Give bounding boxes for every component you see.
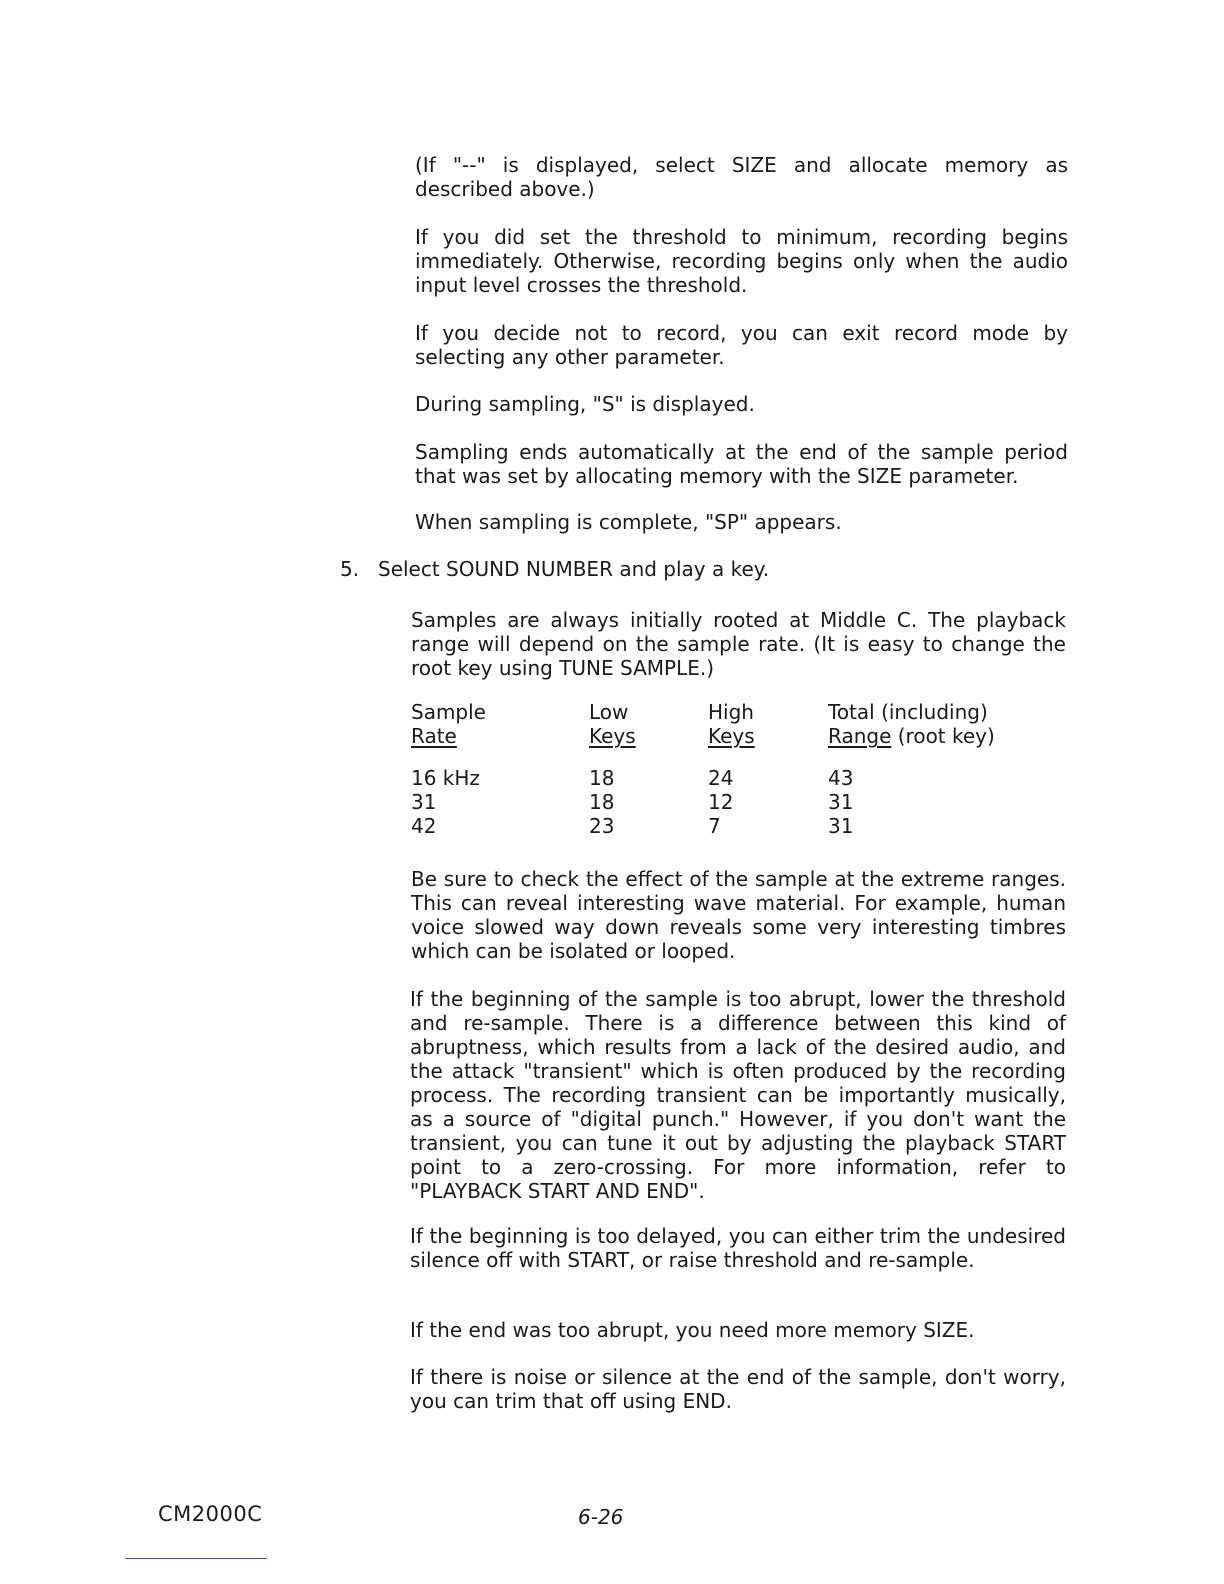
table-header-cell: Low xyxy=(589,700,629,724)
paragraph-noise-end: If there is noise or silence at the end of the sample, don't worry, you can trim that off using END. xyxy=(410,1365,1066,1413)
paragraph-threshold: If you did set the threshold to minimum, recording begins immediately. Otherwise, recording begins only when the audio input level crosses the threshold. xyxy=(415,225,1068,297)
table-row xyxy=(411,814,1071,838)
step-5 xyxy=(340,557,769,581)
step-text: Select SOUND NUMBER and play a key. xyxy=(378,557,770,581)
table-cell: 16 kHz xyxy=(411,766,480,790)
table-header-cell: High xyxy=(708,700,754,724)
paragraph-extreme-ranges: Be sure to check the effect of the sample at the extreme ranges. This can reveal interesting wave material. For example, human voice slowed way down reveals some very interesting timbres which can be isolated or looped. xyxy=(411,867,1066,963)
table-header-cell: Keys xyxy=(708,724,755,748)
table-header-row-2 xyxy=(411,724,1071,748)
table-cell: 18 xyxy=(589,766,615,790)
table-cell: 12 xyxy=(708,790,734,814)
table-header-row-1 xyxy=(411,700,1071,724)
table-cell: 23 xyxy=(589,814,615,838)
table-cell: 24 xyxy=(708,766,734,790)
table-cell: 31 xyxy=(411,790,437,814)
table-header-cell: Total (including) xyxy=(828,700,988,724)
table-cell: 7 xyxy=(708,814,721,838)
table-cell: 31 xyxy=(828,790,854,814)
table-row xyxy=(411,790,1071,814)
table-cell: 43 xyxy=(828,766,854,790)
paragraph-sampling-ends: Sampling ends automatically at the end of the sample period that was set by allocating memory with the SIZE parameter. xyxy=(415,440,1068,488)
table-header-cell: Rate xyxy=(411,724,457,748)
footer-model: CM2000C xyxy=(158,1502,263,1526)
paragraph-sampling-display: During sampling, "S" is displayed. xyxy=(415,392,755,416)
table-header-cell: Keys xyxy=(589,724,636,748)
paragraph-sampling-complete: When sampling is complete, "SP" appears. xyxy=(415,510,842,534)
paragraph-delayed-beginning: If the beginning is too delayed, you can either trim the undesired silence off with START, or raise threshold and re-sample. xyxy=(410,1224,1066,1272)
paragraph-root-key: Samples are always initially rooted at Middle C. The playback range will depend on the sample rate. (It is easy to change the root key using TUNE SAMPLE.) xyxy=(411,608,1066,680)
paragraph-exit-record: If you decide not to record, you can exit record mode by selecting any other parameter. xyxy=(415,321,1068,369)
sample-rate-table xyxy=(411,700,1071,838)
table-cell: 42 xyxy=(411,814,437,838)
table-header-cell: Sample xyxy=(411,700,486,724)
table-cell: 18 xyxy=(589,790,615,814)
table-row xyxy=(411,766,1071,790)
footer-rule xyxy=(125,1558,267,1559)
paragraph-abrupt-end: If the end was too abrupt, you need more memory SIZE. xyxy=(410,1318,975,1342)
step-number: 5. xyxy=(340,557,360,581)
table-header-cell: Range (root key) xyxy=(828,724,995,748)
footer-page-number: 6-26 xyxy=(578,1505,624,1529)
paragraph-size-note: (If "--" is displayed, select SIZE and allocate memory as described above.) xyxy=(415,153,1068,201)
table-cell: 31 xyxy=(828,814,854,838)
paragraph-abrupt-beginning: If the beginning of the sample is too abrupt, lower the threshold and re-sample. There is a difference between this kind of abruptness, which results from a lack of the desired audio, and the attack "transient" which is often produced by the recording process. The recording transient can be importantly musically, as a source of "digital punch." However, if you don't want the transient, you can tune it out by adjusting the playback START point to a zero-crossing. For more information, refer to "PLAYBACK START AND END". xyxy=(410,987,1066,1203)
